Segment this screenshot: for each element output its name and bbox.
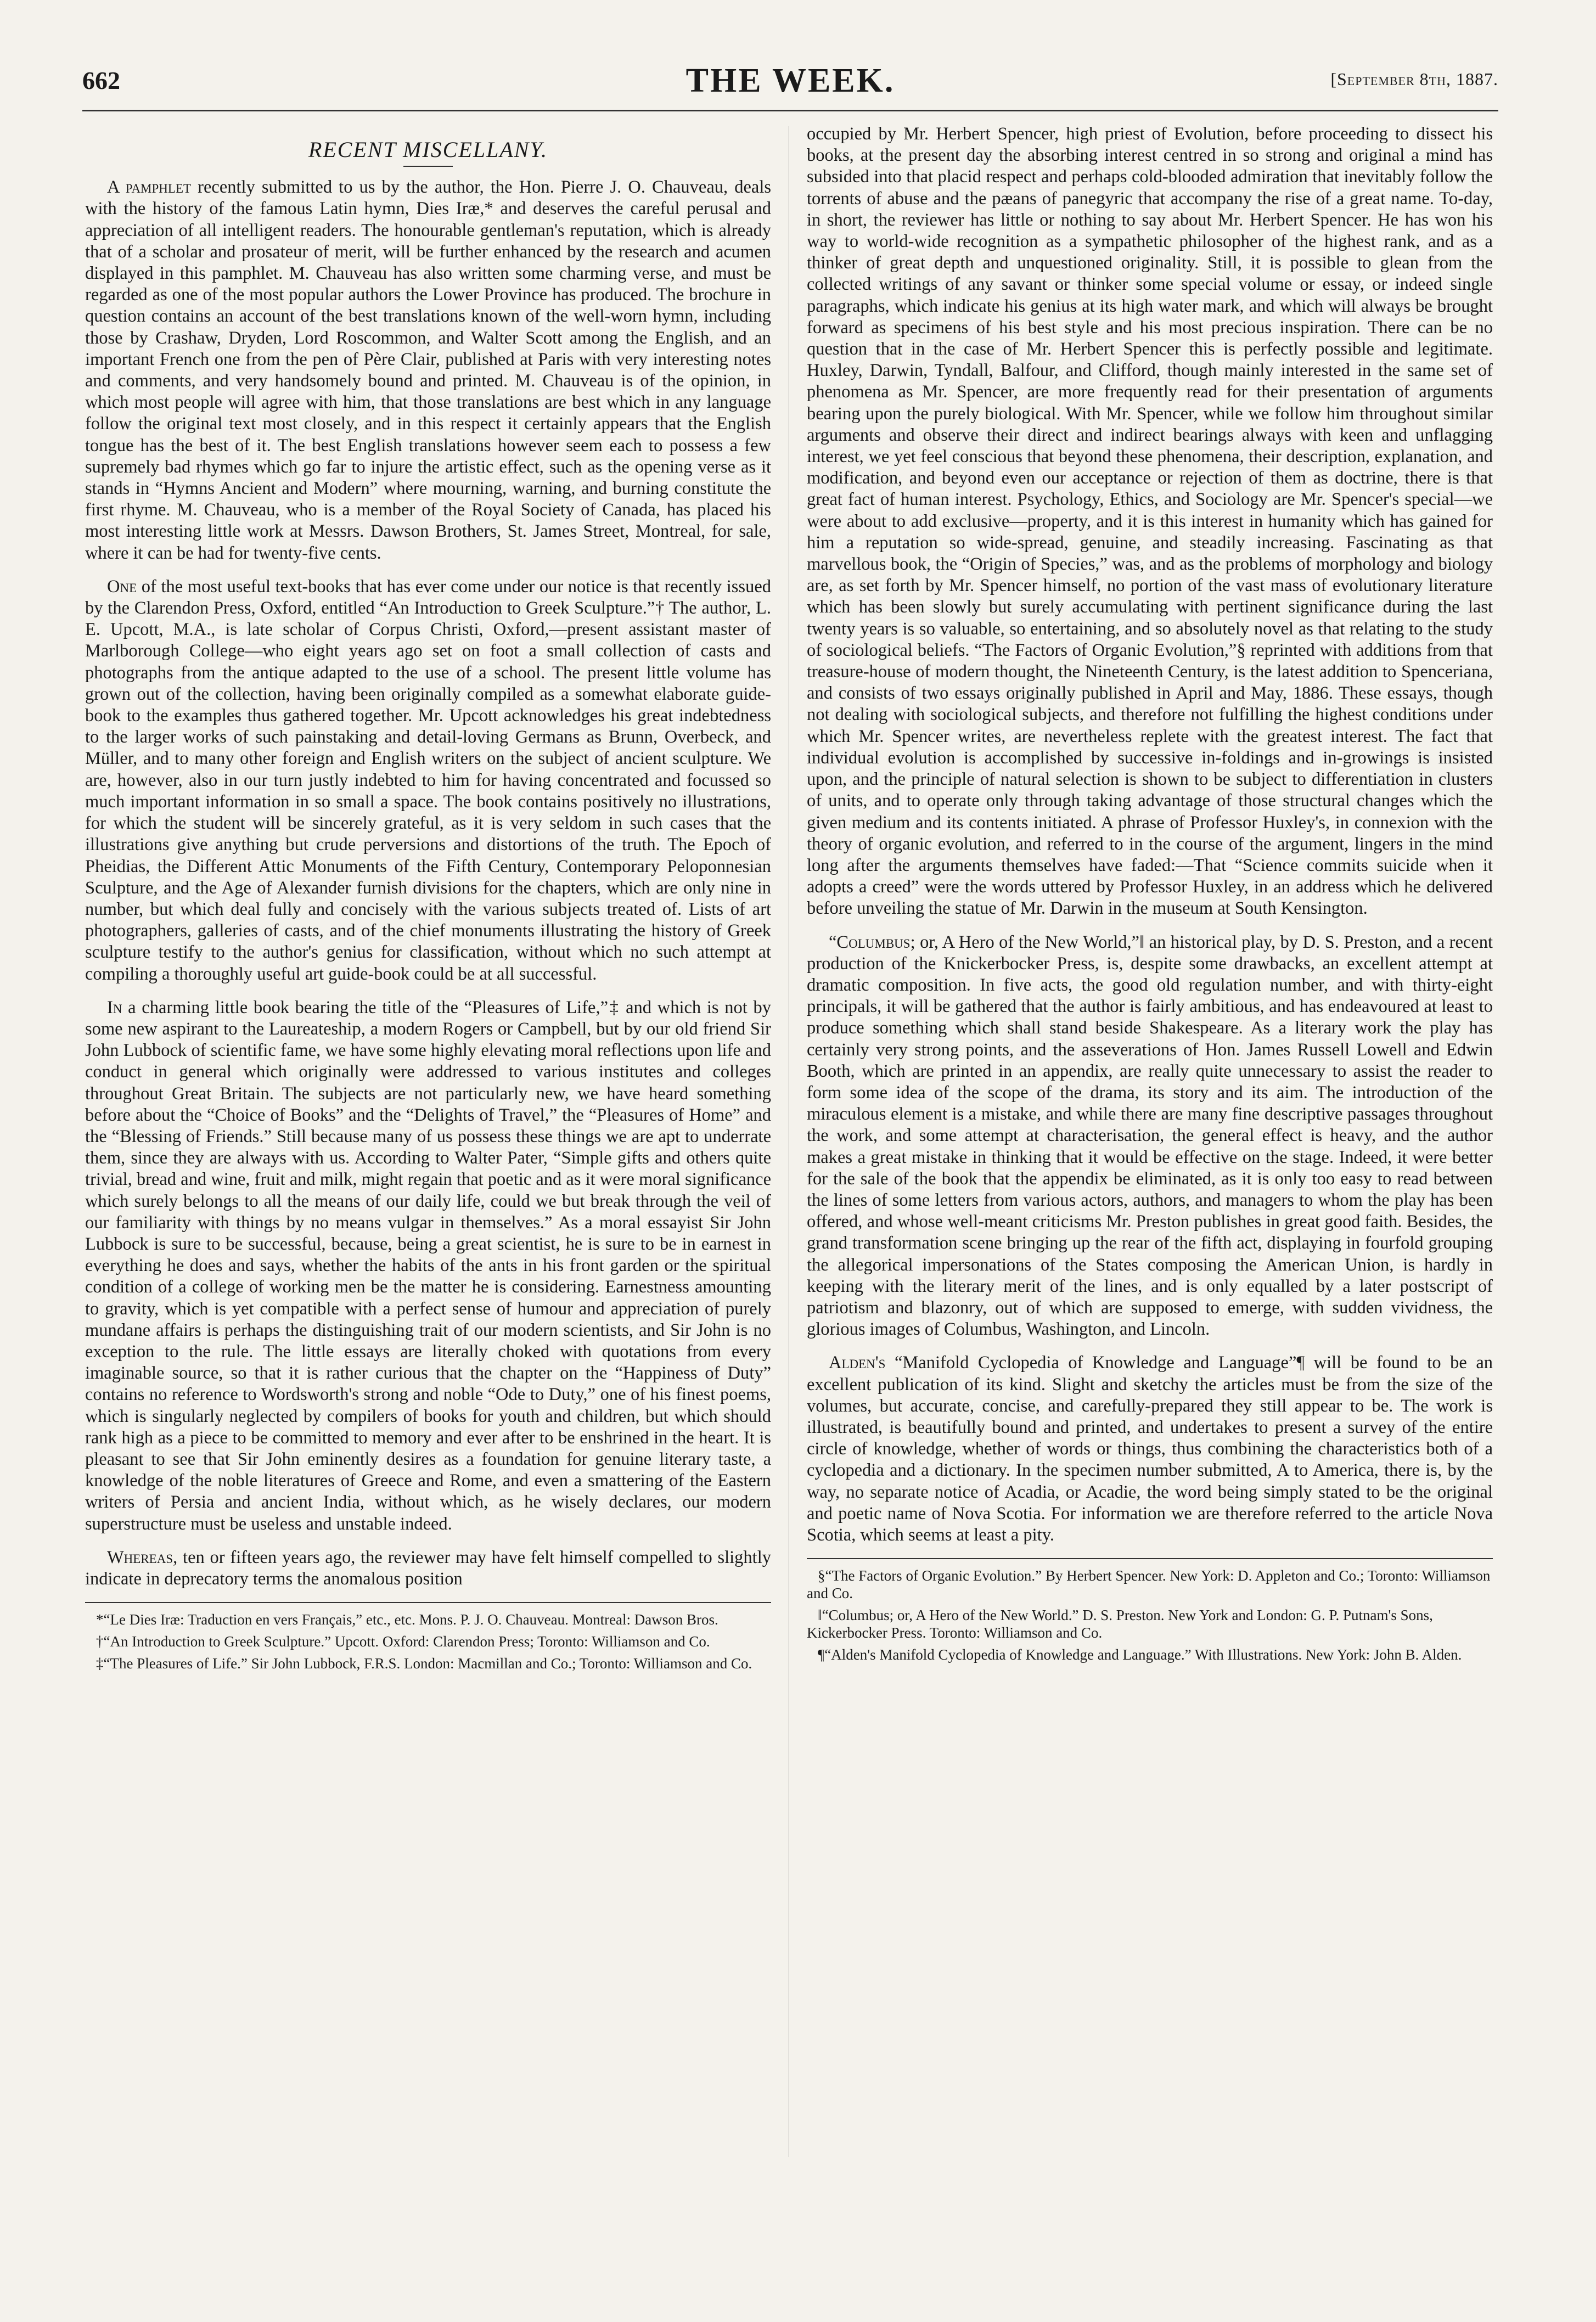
left-footnotes — [85, 1611, 771, 1672]
paragraph-lead: In — [107, 997, 122, 1017]
paragraph-text: occupied by Mr. Herbert Spencer, high priest of Evolution, before proceeding to dissect his books, at the present day the absorbing interest centred in so strong and original a mind has subsided into that placid respect and perhaps cold-blooded admiration that inevitably follow the torrents of abuse and the pæans of panegyric that accompany the rise of a great name. To-day, in short, the reviewer has little or nothing to say about Mr. Herbert Spencer. He has won his way to world-wide recognition as a sympathetic philosopher of the highest rank, and as a thinker of great depth and unquestioned originality. Still, it is possible to glean from the collected writings of any savant or thinker some special volume or essay, or indeed single paragraphs, which indicate his genius at its high water mark, and which will always be brought forward as specimens of his best style and his most precious inspiration. There can be no question that in the case of Mr. Herbert Spencer this is perfectly possible and legitimate. Huxley, Darwin, Tyndall, Balfour, and Clifford, though mainly interested in the same set of phenomena as Mr. Spencer, are more frequently read for their presentation of arguments bearing upon the purely biological. With Mr. Spencer, while we follow him throughout similar arguments and observe their direct and indirect bearings always with keen and unflagging interest, we yet feel conscious that beyond these phenomena, their description, explanation, and modification, and beyond even our acceptance or rejection of them as doctrine, there is that great fact of human interest. Psychology, Ethics, and Sociology are Mr. Spencer's special—we were about to add exclusive—property, and it is this interest in humanity which has gained for him a reputation so wide-spread, genuine, and steadily increasing. Fascinating as that marvellous book, the “Origin of Species,” was, and as the problems of morphology and biology are, as set forth by Mr. Spencer himself, no portion of the vast mass of evolutionary literature which has been slowly but surely accumulating with pertinent significance during the last twenty years is so valuable, so entertaining, and so absolutely novel as that relating to the study of sociological beliefs. “The Factors of Organic Evolution,”§ reprinted with additions from that treasure-house of modern thought, the Nineteenth Century, is the latest addition to Spenceriana, and consists of two essays originally published in April and May, 1886. These essays, though not dealing with sociological subjects, and therefore not fulfilling the highest conditions under which Mr. Spencer writes, are nevertheless replete with the greatest interest. The fact that individual evolution is accomplished by successive in-foldings and in-growings is insisted upon, and the principle of natural selection is shown to be subject to differentiation in clusters of units, and to operate only through taking advantage of those structural changes which the given medium and its contents initiated. A phrase of Professor Huxley's, in connexion with the theory of organic evolution, and referred to in the course of the argument, lingers in the mind long after the arguments themselves have faded:—That “Science commits suicide when it adopts a creed” were the words uttered by Professor Huxley, in an address which he delivered before unveiling the statue of Mr. Darwin in the museum at South Kensington. — [807, 124, 1493, 919]
paragraph-text: “Manifold Cyclopedia of Knowledge and Language”¶ will be found to be an excellent publication of its kind. Slight and sketchy the articles must be from the size of the volumes, but accurate, concise, and carefully-prepared they still appear to be. The work is illustrated, is beautifully bound and printed, and undertakes to present a survey of the entire circle of knowledge, whether of words or things, thus combining the characteristics both of a cyclopedia and a dictionary. In the specimen number submitted, A to America, there is, by the way, no separate notice of Acadia, or Acadie, the word being simply stated to be the original and poetic name of Nova Scotia. For information we are therefore referred to the article Nova Scotia, which seems at least a pity. — [807, 1353, 1493, 1545]
page-header — [82, 62, 1498, 110]
journal-title: THE WEEK. — [685, 62, 895, 99]
footnote: ‖“Columbus; or, A Hero of the New World.” D. S. Preston. New York and London: G. P. Putnam's Sons, Kickerbocker Press. Toronto: Williamson and Co. — [807, 1607, 1433, 1641]
article-paragraph — [85, 177, 771, 564]
left-column — [85, 123, 771, 1677]
paragraph-text: a charming little book bearing the title of the “Pleasures of Life,”‡ and which is not by some new aspirant to the Laureateship, a modern Rogers or Campbell, but by our old friend Sir John Lubbock of scientific fame, we have some highly elevating moral reflections upon life and conduct in general which originally were addressed to various institutes and colleges throughout Great Britain. The subjects are not particularly new, we have heard something before about the “Choice of Books” and the “Delights of Travel,” the “Pleasures of Home” and the “Blessing of Friends.” Still because many of us possess these things we are apt to underrate them, since they are always with us. According to Walter Pater, “Simple gifts and others quite trivial, bread and wine, fruit and milk, might regain that poetic and as it were moral significance which surely belongs to all the means of our daily life, could we but break through the veil of our familiarity with things by no means vulgar in themselves.” As a moral essayist Sir John Lubbock is sure to be successful, because, being a great scientist, he is sure to be in earnest in everything he does and says, whether the habits of the ants in his front garden or the spiritual condition of a college of working men be the matter he is considering. Earnestness amounting to gravity, which is yet compatible with a perfect sense of humour and appreciation of purely mundane affairs is perhaps the distinguishing trait of our modern scientists, and Sir John is no exception to the rule. The little essays are literally choked with quotations from every imaginable source, so that it is rather curious that the chapter on the “Happiness of Duty” contains no reference to Wordsworth's strong and noble “Ode to Duty,” one of his finest poems, which is singularly neglected by compilers of books for youth and children, but which should rank high as a piece to be committed to memory and ever after to be enshrined in the heart. It is pleasant to see that Sir John eminently desires as a foundation for genuine literary taste, a knowledge of the noble literatures of Greece and Rome, and even a smattering of the Eastern writers of Persia and ancient India, without which, as he wisely declares, our modern superstructure must be useless and unstable indeed. — [85, 997, 771, 1534]
right-column-body — [807, 123, 1493, 1546]
footnote-rule — [85, 1602, 771, 1603]
article-paragraph — [807, 1352, 1493, 1546]
footnote: *“Le Dies Iræ: Traduction en vers Français,” etc., etc. Mons. P. J. O. Chauveau. Montreal: Dawson Bros. — [96, 1611, 718, 1628]
footnote: ‡“The Pleasures of Life.” Sir John Lubbock, F.R.S. London: Macmillan and Co.; Toronto: Williamson and Co. — [96, 1655, 752, 1672]
header-rule — [82, 110, 1498, 111]
title-rule — [403, 166, 453, 167]
article-paragraph — [85, 576, 771, 985]
paragraph-text: ; or, A Hero of the New World,”‖ an historical play, by D. S. Preston, and a recent production of the Knickerbocker Press, is, despite some drawbacks, an excellent attempt at dramatic composition. In five acts, the good old regulation number, and with thirty-eight principals, it will be gathered that the author is fairly ambitious, and has endeavoured at least to produce something which shall stand beside Shakespeare. As a literary work the play has certainly very strong points, and the asseverations of Hon. James Russell Lowell and Edwin Booth, which are printed in an appendix, are really quite unnecessary to assist the reader to form some idea of the scope of the drama, its story and its aim. The introduction of the miraculous element is a mistake, and while there are many fine descriptive passages throughout the work, and some attempt at characterisation, the general effect is heavy, and the author makes a great mistake in thinking that it would be effective on the stage. Indeed, it were better for the sale of the book that the appendix be eliminated, as it is only too easy to read between the lines of some letters from various actors, authors, and managers to whom the play has been offered, and whose well-meant criticisms Mr. Preston publishes in great good faith. Besides, the grand transformation scene bringing up the rear of the fifth act, displaying in fourfold grouping the allegorical impersonations of the States composing the American Union, is hardly in keeping with the literary merit of the lines, and is only equalled by a later postscript of patriotism and blazonry, out of which are supposed to emerge, with sudden vividness, the glorious images of Columbus, Washington, and Lincoln. — [807, 932, 1493, 1340]
paragraph-text: of the most useful text-books that has ever come under our notice is that recently issued by the Clarendon Press, Oxford, entitled “An Introduction to Greek Sculpture.”† The author, L. E. Upcott, M.A., is late scholar of Corpus Christi, Oxford,—present assistant master of Marlborough College—who eight years ago set on foot a small collection of casts and photographs from the antique adapted to the use of a school. The present little volume has grown out of the collection, having been originally compiled as a somewhat elaborate guide-book to the examples thus gathered together. Mr. Upcott acknowledges his great indebtedness to the larger works of such painstaking and detail-loving Germans as Brunn, Overbeck, and Müller, and to many other foreign and English writers on the subject of ancient sculpture. We are, however, also in our turn justly indebted to him for having concentrated and focussed so much important information in so small a space. The book contains positively no illustrations, for which the student will be sincerely grateful, as it is very seldom in such cases that the illustrations give anything but crude perversions and distortions of the truth. The Epoch of Pheidias, the Different Attic Monuments of the Fifth Century, Contemporary Peloponnesian Sculpture, and the Age of Alexander furnish divisions for the chapters, which are only nine in number, but which deal fully and concisely with the various subjects treated of. Lists of art photographers, galleries of casts, and of the chief monuments illustrating the history of Greek sculpture testify to the author's genius for classification, without which no such attempt at compiling a thoroughly useful art guide-book could be at all successful. — [85, 576, 771, 984]
article-paragraph — [807, 123, 1493, 920]
section-title: RECENT MISCELLANY. — [308, 137, 548, 162]
article-paragraph — [85, 1547, 771, 1590]
footnote-rule — [807, 1558, 1493, 1559]
issue-date: [September 8th, 1887. — [1330, 69, 1498, 89]
right-footnotes — [807, 1567, 1493, 1663]
paragraph-lead: Alden's — [829, 1353, 886, 1373]
right-column — [807, 123, 1493, 1668]
paragraph-lead: “Columbus — [829, 932, 911, 952]
page-number: 662 — [82, 66, 120, 94]
article-paragraph — [85, 997, 771, 1535]
footnote: †“An Introduction to Greek Sculpture.” Upcott. Oxford: Clarendon Press; Toronto: Williamson and Co. — [96, 1633, 710, 1650]
paragraph-lead: A pamphlet — [107, 177, 192, 198]
paragraph-lead: One — [107, 576, 137, 597]
footnote: ¶“Alden's Manifold Cyclopedia of Knowledge and Language.” With Illustrations. New York: John B. Alden. — [818, 1646, 1462, 1663]
paragraph-lead: Whereas — [107, 1547, 173, 1567]
paragraph-text: recently submitted to us by the author, the Hon. Pierre J. O. Chauveau, deals with the history of the famous Latin hymn, Dies Iræ,* and deserves the careful perusal and appreciation of all intelligent readers. The honourable gentleman's reputation, which is already that of a scholar and prosateur of merit, will be further enhanced by the research and acumen displayed in this pamphlet. M. Chauveau has also written some charming verse, and must be regarded as one of the most popular authors the Lower Province has produced. The brochure in question contains an account of the best translations known of the well-worn hymn, including those by Crashaw, Dryden, Lord Roscommon, and Walter Scott among the English, and an important French one from the pen of Père Clair, published at Paris with very interesting notes and comments, and very handsomely bound and printed. M. Chauveau is of the opinion, in which most people will agree with him, that those translations are best which in any language follow the original text most closely, and in this respect it certainly appears that the English tongue has the best of it. The best English translations however seem each to possess a few supremely bad rhymes which go far to injure the artistic effect, such as the opening verse as it stands in “Hymns Ancient and Modern” where mourning, warning, and burning constitute the first rhyme. M. Chauveau, who is a member of the Royal Society of Canada, has placed his most interesting little work at Messrs. Dawson Brothers, St. James Street, Montreal, for sale, where it can be had for twenty-five cents. — [85, 177, 771, 563]
footnote: §“The Factors of Organic Evolution.” By Herbert Spencer. New York: D. Appleton and Co.; Toronto: Williamson and Co. — [807, 1567, 1491, 1602]
article-paragraph — [807, 932, 1493, 1341]
paragraph-text: , ten or fifteen years ago, the reviewer may have felt himself compelled to slightly indicate in deprecatory terms the anomalous position — [85, 1547, 771, 1589]
left-column-body — [85, 177, 771, 1590]
